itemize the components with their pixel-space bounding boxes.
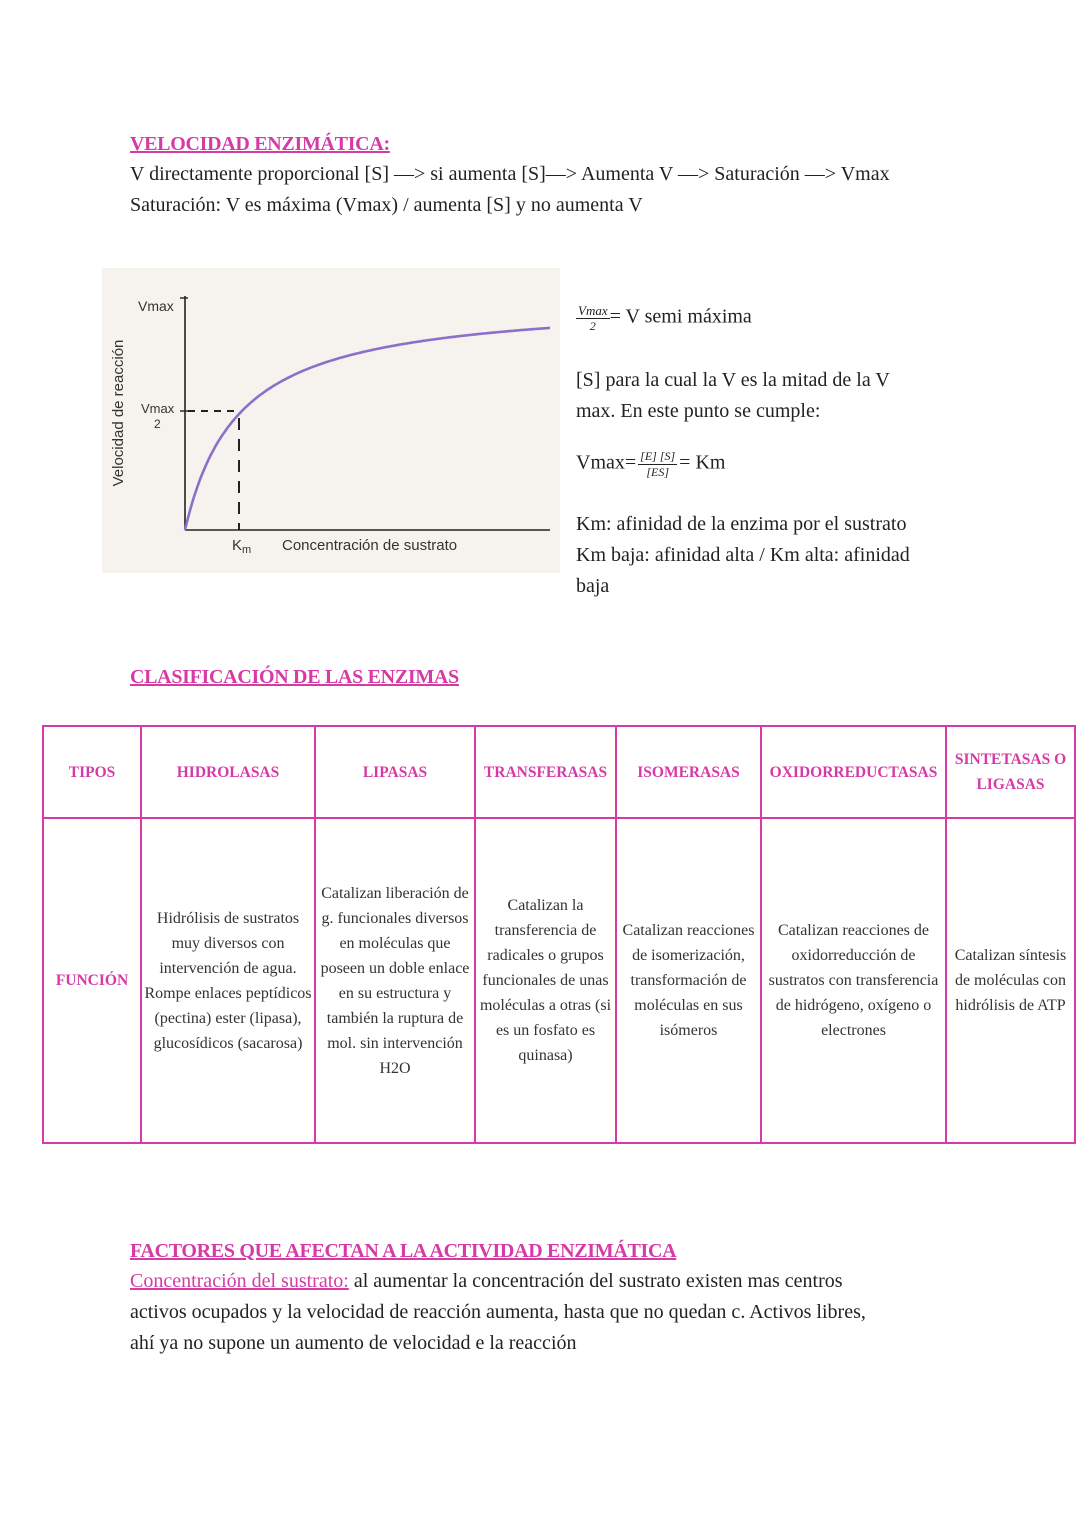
section-title-velocidad: VELOCIDAD ENZIMÁTICA: [130, 133, 390, 155]
eq-fraction [638, 449, 677, 479]
factores-line-1-rest: al aumentar la concentración del sustrato existen mas centros [348, 1270, 843, 1292]
vmax-half-definition [576, 303, 752, 333]
function-sintetasas: Catalizan síntesis de moléculas con hidrólisis de ATP [946, 818, 1075, 1143]
x-tick-label-km: $K_m$ [232, 537, 252, 556]
y-tick-half-num: Vmax [141, 401, 175, 416]
function-lipasas: Catalizan liberación de g. funcionales diversos en moléculas que poseen un doble enlace en su estructura y también la ruptura de mol. sin intervención H2O [315, 818, 475, 1143]
col-header-isomerasas: ISOMERASAS [616, 726, 761, 818]
x-axis-title: Concentración de sustrato [282, 537, 458, 554]
col-header-lipasas: LIPASAS [315, 726, 475, 818]
eq-left: Vmax= [576, 451, 637, 474]
col-header-hidrolasas: HIDROLASAS [141, 726, 315, 818]
col-header-transferasas: TRANSFERASAS [475, 726, 616, 818]
y-tick-half-den: 2 [154, 417, 161, 431]
table-row-function [43, 818, 1075, 1143]
km-line-2: Km baja: afinidad alta / Km alta: afinidad [576, 544, 910, 566]
eq-numerator: [E] [S] [640, 449, 676, 463]
factor-concentration-label: Concentración del sustrato: [130, 1270, 349, 1292]
velocidad-line-2: Saturación: V es máxima (Vmax) / aumenta [S] y no aumenta V [130, 194, 643, 216]
factores-line-3: ahí ya no supone un aumento de velocidad e la reacción [130, 1332, 577, 1354]
table-row-types [43, 726, 1075, 818]
function-isomerasas: Catalizan reacciones de isomerización, transformación de moléculas en sus isómeros [616, 818, 761, 1143]
y-tick-label-half [141, 401, 175, 431]
fraction-denominator: 2 [589, 319, 596, 333]
y-tick-label-vmax: Vmax [138, 298, 174, 314]
col-header-oxidorreductasas: OXIDORREDUCTASAS [761, 726, 946, 818]
eq-right: = Km [679, 451, 726, 474]
vmax-half-fraction [576, 303, 610, 333]
section-title-factores: FACTORES QUE AFECTAN A LA ACTIVIDAD ENZIMÁTICA [130, 1240, 677, 1262]
eq-denominator: [ES] [646, 465, 669, 479]
row-label-types: TIPOS [43, 726, 141, 818]
michaelis-menten-chart [102, 268, 560, 573]
km-line-3: baja [576, 575, 610, 597]
fraction-numerator: Vmax [578, 303, 608, 318]
km-equation [576, 449, 725, 479]
y-axis-title: Velocidad de reacción [110, 339, 127, 487]
desc-line-1: [S] para la cual la V es la mitad de la V [576, 369, 890, 391]
velocidad-line-1: V directamente proporcional [S] —> si aumenta [S]—> Aumenta V —> Saturación —> Vmax [130, 163, 890, 185]
row-label-function: FUNCIÓN [43, 818, 141, 1143]
function-oxidorreductasas: Catalizan reacciones de oxidorreducción de sustratos con transferencia de hidrógeno, oxígeno o electrones [761, 818, 946, 1143]
desc-line-2: max. En este punto se cumple: [576, 400, 821, 422]
function-hidrolasas: Hidrólisis de sustratos muy diversos con intervención de agua. Rompe enlaces peptídicos (pectina) ester (lipasa), glucosídicos (sacarosa) [141, 818, 315, 1143]
factores-line-2: activos ocupados y la velocidad de reacción aumenta, hasta que no quedan c. Activos libres, [130, 1301, 866, 1323]
function-transferasas: Catalizan la transferencia de radicales o grupos funcionales de unas moléculas a otras (si es un fosfato es quinasa) [475, 818, 616, 1143]
semi-max-text: = V semi máxima [609, 305, 752, 328]
km-line-1: Km: afinidad de la enzima por el sustrato [576, 513, 907, 535]
section-title-clasificacion: CLASIFICACIÓN DE LAS ENZIMAS [130, 666, 459, 688]
col-header-sintetasas: SINTETASAS O LIGASAS [946, 726, 1075, 818]
enzyme-classification-table [42, 725, 1076, 1144]
factores-line-1 [130, 1270, 843, 1293]
